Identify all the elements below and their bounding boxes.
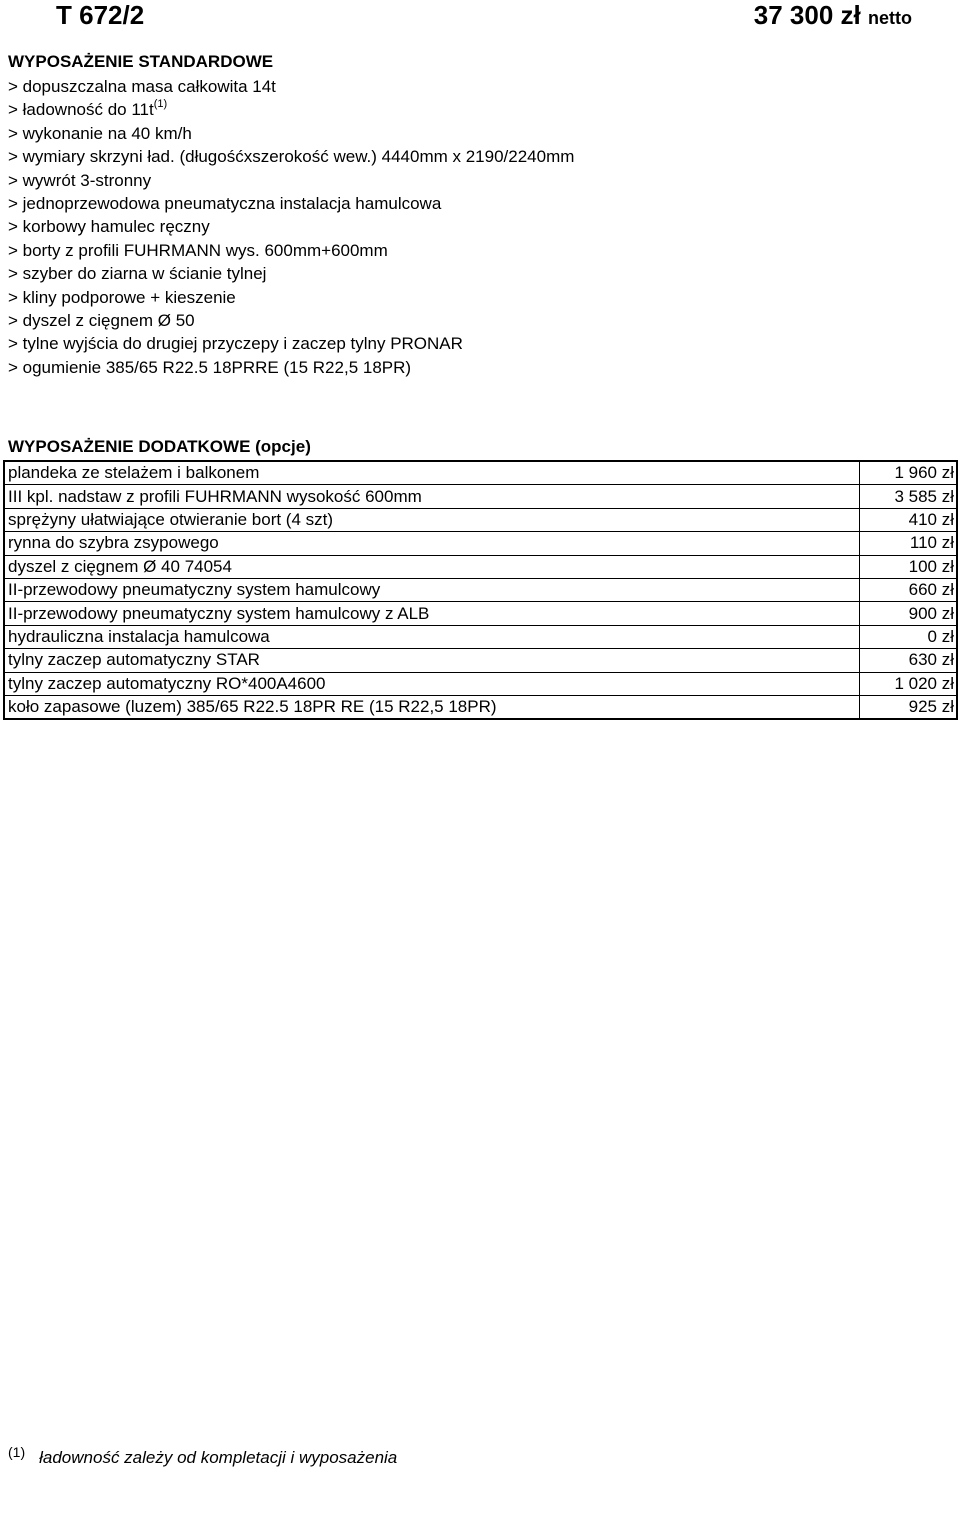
table-row (4, 508, 957, 531)
footnote-marker: (1) (8, 1444, 26, 1460)
list-item: > borty z profili FUHRMANN wys. 600mm+600mm (8, 240, 388, 260)
option-price: 3 585 zł (860, 485, 958, 508)
option-price: 110 zł (860, 532, 958, 555)
option-name: tylny zaczep automatyczny RO*400A4600 (4, 672, 860, 695)
table-row (4, 672, 957, 695)
option-price: 100 zł (860, 555, 958, 578)
list-item: > kliny podporowe + kieszenie (8, 287, 236, 307)
option-name: rynna do szybra zsypowego (4, 532, 860, 555)
list-item: > szyber do ziarna w ścianie tylnej (8, 264, 267, 284)
list-item: > wykonanie na 40 km/h (8, 123, 192, 143)
table-row (4, 532, 957, 555)
list-item: > korbowy hamulec ręczny (8, 217, 210, 237)
list-item: > ładowność do $11t^{(1)}$ (8, 98, 168, 120)
table-row (4, 625, 957, 648)
optional-equipment-title: WYPOSAŻENIE DODATKOWE (opcje) (8, 437, 311, 456)
option-name: koło zapasowe (luzem) 385/65 R22.5 18PR RE (15 R22,5 18PR) (4, 695, 860, 719)
base-price-value: 37 300 zł (753, 0, 861, 30)
standard-equipment-list (8, 75, 574, 379)
option-name: III kpl. nadstaw z profili FUHRMANN wysokość 600mm (4, 485, 860, 508)
table-row (4, 602, 957, 625)
option-price: 410 zł (860, 508, 958, 531)
list-item: > wymiary skrzyni ład. (długośćxszerokość wew.) 4440mm x 2190/2240mm (8, 147, 575, 167)
option-price: 0 zł (860, 625, 958, 648)
option-price: 1 960 zł (860, 461, 958, 485)
list-item: > jednoprzewodowa pneumatyczna instalacja hamulcowa (8, 193, 442, 213)
option-price: 900 zł (860, 602, 958, 625)
list-item: > dopuszczalna masa całkowita 14t (8, 77, 276, 96)
list-item: > wywrót 3-stronny (8, 170, 152, 190)
list-item: > tylne wyjścia do drugiej przyczepy i zaczep tylny PRONAR (8, 334, 463, 354)
table-row (4, 485, 957, 508)
option-name: hydrauliczna instalacja hamulcowa (4, 625, 860, 648)
option-name: sprężyny ułatwiające otwieranie bort (4 szt) (4, 508, 860, 531)
option-price: 925 zł (860, 695, 958, 719)
option-price: 660 zł (860, 578, 958, 601)
list-item: > dyszel z cięgnem Ø 50 (8, 310, 195, 330)
option-name: tylny zaczep automatyczny STAR (4, 649, 860, 672)
table-row (4, 578, 957, 601)
base-price (754, 0, 912, 31)
model-name: T 672/2 (56, 0, 145, 30)
footnote-text: ładowność zależy od kompletacji i wyposażenia (39, 1448, 398, 1467)
table-row (4, 649, 957, 672)
option-price: 1 020 zł (860, 672, 958, 695)
table-row (4, 695, 957, 719)
option-name: II-przewodowy pneumatyczny system hamulcowy z ALB (4, 602, 860, 625)
option-name: dyszel z cięgnem Ø 40 74054 (4, 555, 860, 578)
footnote-ref: (1) (153, 98, 168, 111)
footnote (8, 1444, 397, 1468)
option-name: plandeka ze stelażem i balkonem (8, 463, 260, 483)
table-row (4, 555, 957, 578)
price-suffix: netto (868, 8, 912, 28)
list-item: > ogumienie 385/65 R22.5 18PRRE (15 R22,5 18PR) (8, 357, 412, 377)
option-price: 630 zł (860, 649, 958, 672)
option-name: II-przewodowy pneumatyczny system hamulcowy (4, 578, 860, 601)
table-row (4, 461, 957, 485)
standard-equipment-title: WYPOSAŻENIE STANDARDOWE (8, 52, 274, 71)
optional-equipment-table (3, 460, 958, 720)
header (0, 0, 960, 30)
